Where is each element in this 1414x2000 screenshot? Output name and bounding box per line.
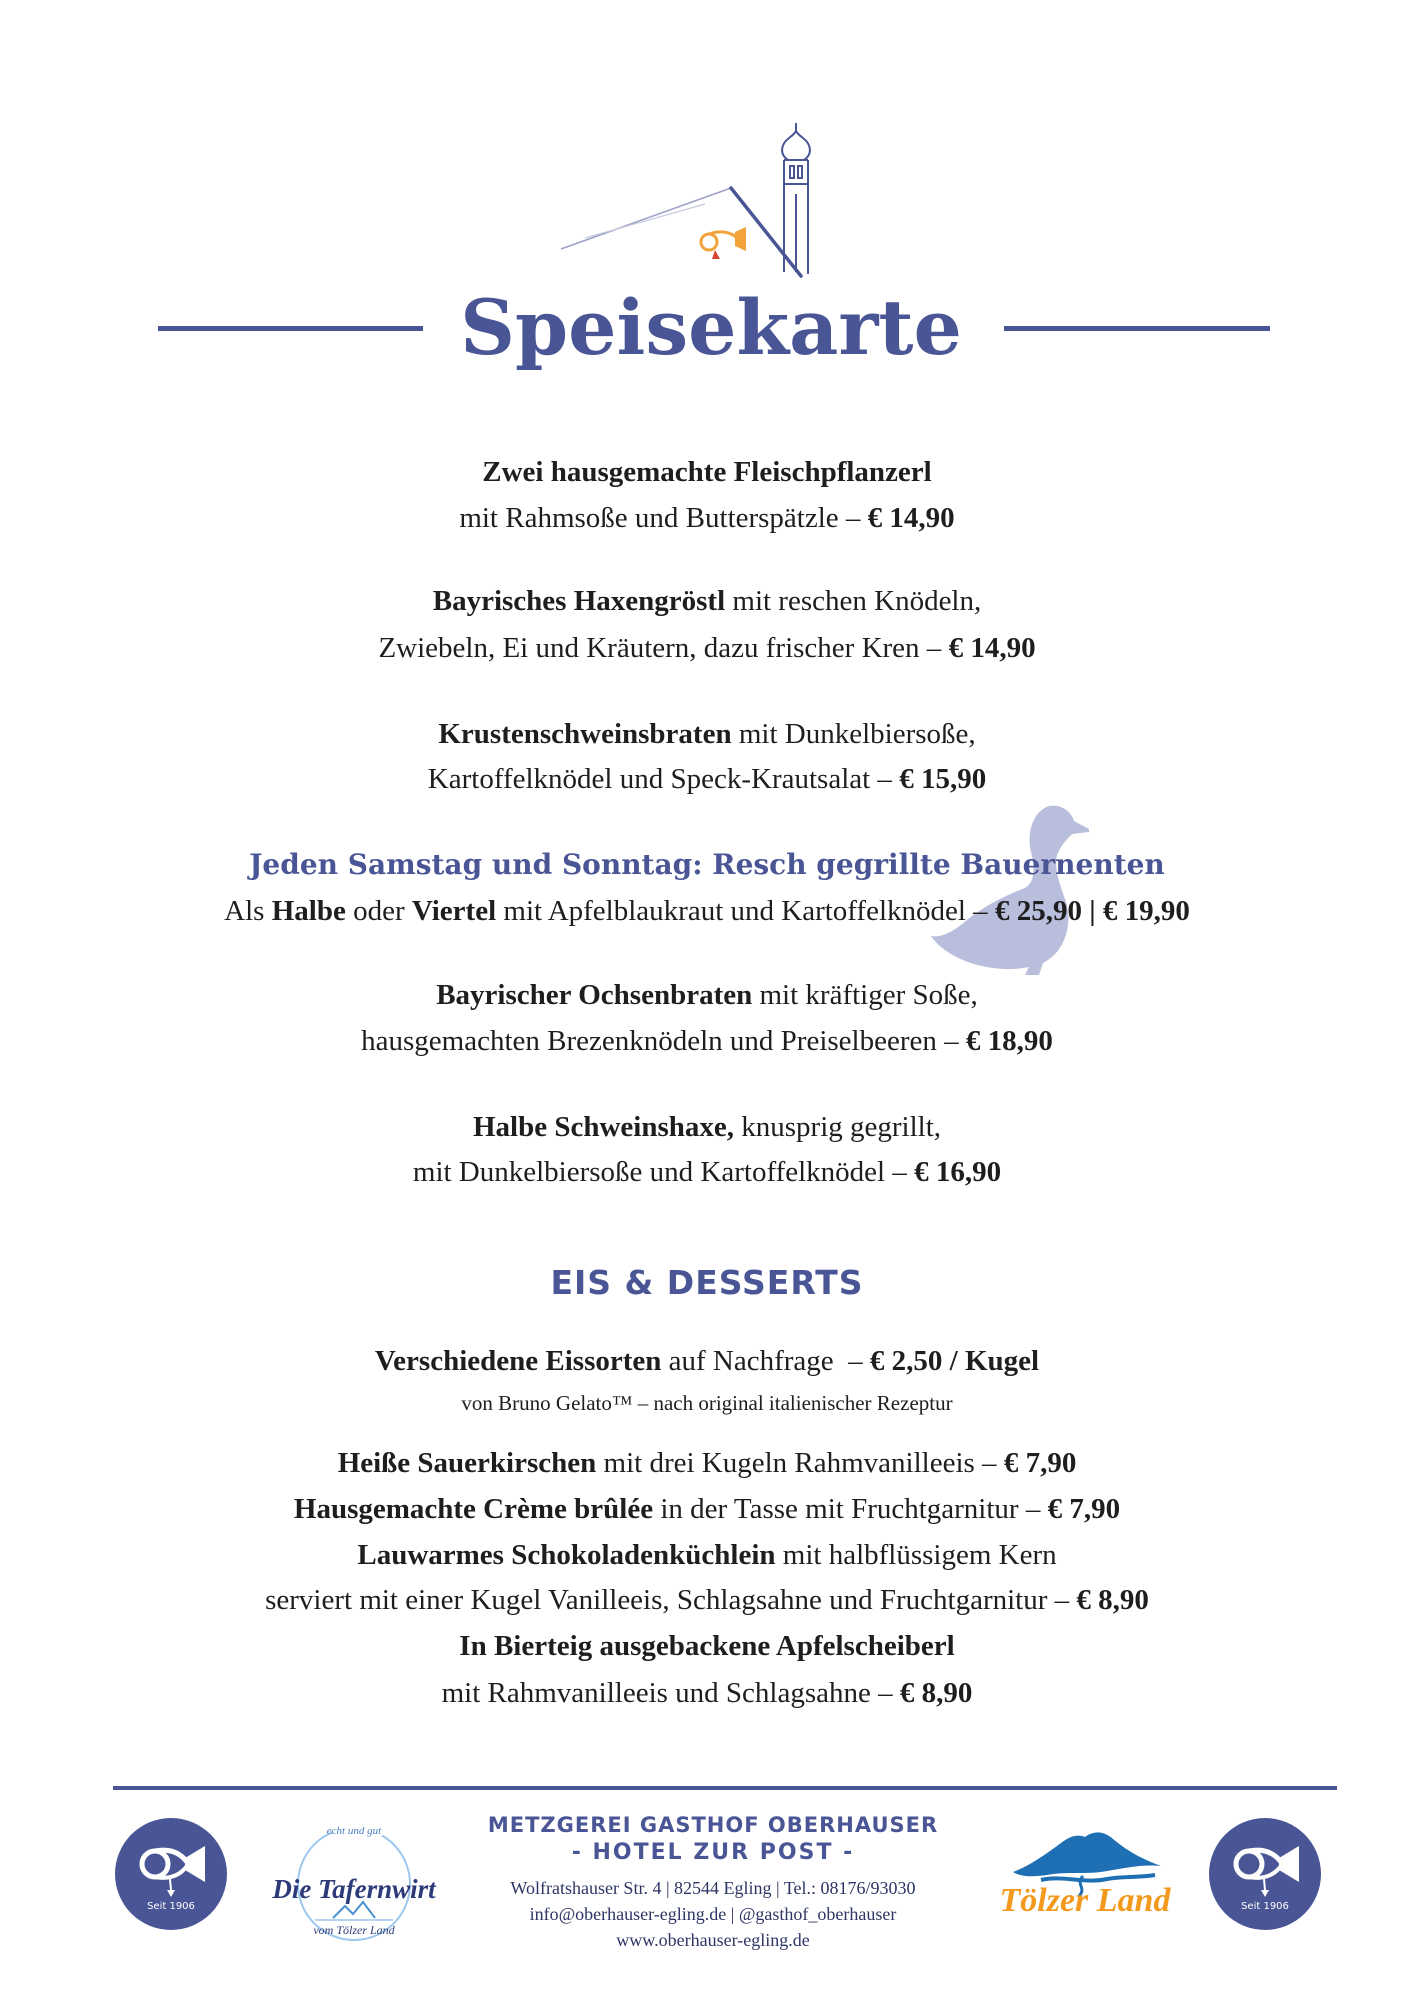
special-option-quarter: Viertel — [411, 895, 497, 927]
dish-description: mit Rahmsoße und Butterspätzle – — [459, 502, 868, 534]
dessert-3-line — [0, 1486, 1414, 1532]
dish-name: Halbe Schweinshaxe, — [472, 1111, 734, 1143]
dessert-price: € 7,90 — [1003, 1447, 1077, 1479]
special-prefix: Als — [224, 895, 272, 927]
dish-4-name-line — [0, 972, 1414, 1018]
dessert-name: Lauwarmes Schokoladenküchlein — [357, 1539, 776, 1571]
dessert-price: € 8,90 — [899, 1677, 973, 1709]
dessert-name: Heiße Sauerkirschen — [337, 1447, 597, 1479]
dish-1-description-line — [0, 495, 1414, 541]
desserts-heading: EIS & DESSERTS — [550, 1263, 864, 1302]
dish-name: Zwei hausgemachte Fleischpflanzerl — [482, 456, 932, 488]
dessert-description: mit halbflüssigem Kern — [775, 1539, 1057, 1571]
dish-description: Kartoffelknödel und Speck-Krautsalat – — [427, 763, 900, 795]
dish-5-description-line — [0, 1149, 1414, 1195]
tafernwirt-region: vom Tölzer Land — [313, 1923, 395, 1937]
dish-price: € 14,90 — [867, 502, 955, 534]
website-line: www.oberhauser-egling.de — [616, 1930, 810, 1950]
title-rule-right — [1004, 326, 1270, 331]
dessert-1-line — [0, 1338, 1414, 1384]
dish-1-name-line — [0, 449, 1414, 495]
dessert-2-line — [0, 1440, 1414, 1486]
dish-5-name-line — [0, 1104, 1414, 1150]
dessert-5-description-line — [0, 1670, 1414, 1716]
dessert-price: € 7,90 — [1047, 1493, 1121, 1525]
dish-3-description-line — [0, 756, 1414, 802]
church-tower — [782, 123, 810, 274]
hotel-name: - HOTEL ZUR POST - — [571, 1840, 855, 1865]
dessert-5-name-line — [0, 1623, 1414, 1669]
dessert-price: € 2,50 / Kugel — [869, 1345, 1040, 1377]
special-option-half: Halbe — [271, 895, 346, 927]
dessert-4-name-line — [0, 1532, 1414, 1578]
toelzer-land-wordmark: Tölzer Land — [999, 1882, 1171, 1919]
tafernwirt-tagline: echt und gut — [326, 1825, 382, 1837]
seit-1906-badge-left — [115, 1818, 227, 1930]
dessert-description: auf Nachfrage – — [661, 1345, 870, 1377]
dish-2-description-line — [0, 625, 1414, 671]
weekend-special-description-line — [0, 888, 1414, 934]
contact-line: info@oberhauser-egling.de | @gasthof_oberhauser — [529, 1904, 897, 1924]
dish-name: Krustenschweinsbraten — [438, 718, 732, 750]
dessert-description: mit Rahmvanilleeis und Schlagsahne – — [441, 1677, 900, 1709]
toelzer-land-logo — [985, 1828, 1185, 1928]
business-name: METZGEREI GASTHOF OBERHAUSER — [487, 1813, 939, 1837]
dish-description: hausgemachten Brezenknödeln und Preiselbeeren – — [361, 1025, 966, 1057]
special-description: mit Apfelblaukraut und Kartoffelknödel – — [496, 895, 995, 927]
dish-description: mit kräftiger Soße, — [752, 979, 978, 1011]
dish-description: mit Dunkelbiersoße, — [731, 718, 976, 750]
dessert-name: Verschiedene Eissorten — [374, 1345, 662, 1377]
badge-since-text: Seit 1906 — [1241, 1901, 1289, 1912]
dessert-description: serviert mit einer Kugel Vanilleeis, Schlagsahne und Fruchtgarnitur – — [265, 1584, 1077, 1616]
footer-divider — [113, 1786, 1337, 1790]
dish-description: mit reschen Knödeln, — [725, 585, 982, 617]
dessert-4-description-line — [0, 1577, 1414, 1623]
badge-since-text: Seit 1906 — [147, 1901, 195, 1912]
tafernwirt-name: Die Tafernwirt — [272, 1874, 436, 1904]
dish-price: € 16,90 — [914, 1156, 1002, 1188]
weekend-special-heading: Jeden Samstag und Sonntag: Resch gegrillte Bauernenten — [249, 848, 1165, 881]
dessert-1-note: von Bruno Gelato™ – nach original italienischer Rezeptur — [461, 1391, 953, 1415]
dish-name: Bayrischer Ochsenbraten — [436, 979, 753, 1011]
dessert-description: mit drei Kugeln Rahmvanilleeis – — [596, 1447, 1004, 1479]
dish-price: € 15,90 — [899, 763, 987, 795]
dish-4-description-line — [0, 1018, 1414, 1064]
church-tower-illustration — [555, 122, 845, 282]
dish-2-name-line — [0, 578, 1414, 624]
dish-name: Bayrisches Haxengröstl — [432, 585, 726, 617]
dish-3-name-line — [0, 711, 1414, 757]
special-joiner: oder — [345, 895, 412, 927]
post-horn-icon — [701, 227, 746, 259]
title-rule-left — [158, 326, 423, 331]
special-price: € 25,90 | € 19,90 — [994, 895, 1190, 927]
address-line: Wolfratshauser Str. 4 | 82544 Egling | Tel.: 08176/93030 — [510, 1878, 916, 1898]
seit-1906-badge-right — [1209, 1818, 1321, 1930]
dish-description: mit Dunkelbiersoße und Kartoffelknödel – — [412, 1156, 915, 1188]
dish-price: € 18,90 — [965, 1025, 1053, 1057]
roof-lines — [561, 188, 801, 276]
dish-description: Zwiebeln, Ei und Kräutern, dazu frischer Kren – — [378, 632, 949, 664]
dessert-name: In Bierteig ausgebackene Apfelscheiberl — [459, 1630, 955, 1662]
dish-description: knusprig gegrillt, — [734, 1111, 942, 1143]
dessert-description: in der Tasse mit Fruchtgarnitur – — [653, 1493, 1048, 1525]
page-title: Speisekarte — [460, 283, 962, 372]
dessert-name: Hausgemachte Crème brûlée — [293, 1493, 654, 1525]
dish-price: € 14,90 — [948, 632, 1036, 664]
dessert-price: € 8,90 — [1076, 1584, 1149, 1616]
